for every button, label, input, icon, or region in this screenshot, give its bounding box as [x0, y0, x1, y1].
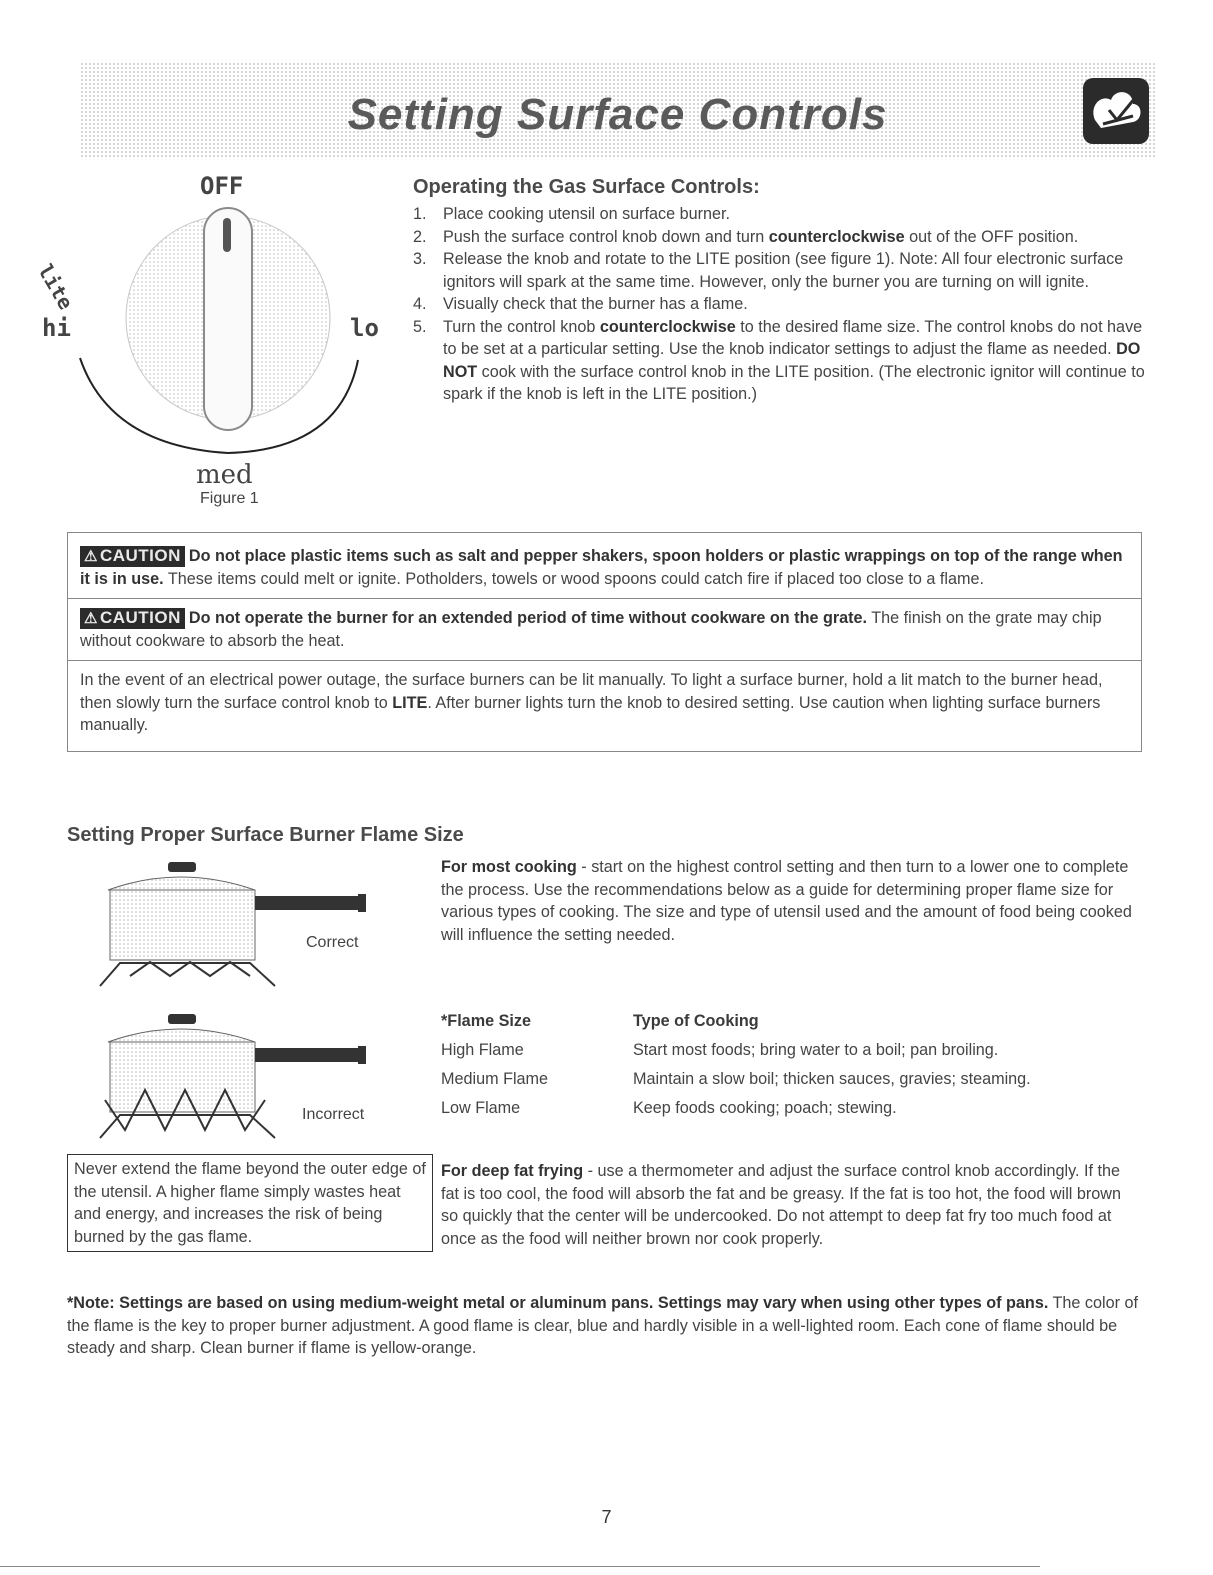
table-row: Medium Flame Maintain a slow boil; thicken sauces, gravies; steaming. [441, 1070, 1031, 1088]
page-number: 7 [601, 1507, 612, 1527]
note-paragraph: *Note: Settings are based on using medium-weight metal or aluminum pans. Settings may vary when using other types of pans. The color of the flame is the key to proper burner adjustment. A good flame is clear, blue and hardly visible in a well-lighted room. Each cone of flame should be steady and sharp. Clean burner if flame is yellow-orange. [67, 1294, 1139, 1357]
list-item: 2. Push the surface control knob down and turn counterclockwise out of the OFF position. [413, 227, 1079, 246]
caution-boxes [67, 532, 1142, 752]
page-title: Setting Surface Controls [347, 90, 888, 139]
power-outage-box: In the event of an electrical power outage, the surface burners can be lit manually. To light a surface burner, hold a lit match to the burner head, then slowly turn the surface control knob to LITE. After burner lights turn the knob to desired setting. Use caution when lighting surface burners manually. [67, 661, 1142, 752]
knob-label-lite: lite [33, 260, 79, 314]
caution-badge: ⚠ CAUTION [80, 608, 185, 629]
caution-box: ⚠ CAUTION Do not place plastic items such as salt and pepper shakers, spoon holders or plastic wrappings on top of the range when it is in use. These items could melt or ignite. Potholders, towels or wood spoons could catch fire if placed too close to a flame. [67, 532, 1142, 599]
header-banner [80, 62, 1155, 158]
knob-label-hi: hi [42, 314, 71, 342]
column-header: Type of Cooking [633, 1012, 759, 1030]
knob-figure [33, 168, 379, 518]
list-item: 4. Visually check that the burner has a flame. [413, 295, 748, 313]
column-header: *Flame Size [441, 1012, 531, 1030]
pot-illustration-correct [90, 858, 390, 993]
warning-icon: ⚠ [84, 610, 98, 627]
flame-table [441, 1012, 1031, 1128]
list-item: 3. Release the knob and rotate to the LITE position (see figure 1). Note: All four electronic surface ignitors will spark at the same time. However, only the burner you are turning on will ignite. [413, 250, 1124, 291]
operating-heading: Operating the Gas Surface Controls: [413, 176, 760, 198]
figure-caption: Figure 1 [200, 490, 259, 507]
flame-table-wrap [441, 1012, 1031, 1128]
flame-heading: Setting Proper Surface Burner Flame Size [67, 824, 464, 846]
never-extend-box: Never extend the flame beyond the outer edge of the utensil. A higher flame simply wastes heat and energy, and increases the risk of being burned by the gas flame. [67, 1154, 433, 1252]
pot-illustration-incorrect [90, 1010, 390, 1145]
chef-hat-icon [1081, 76, 1151, 146]
list-item: 5. Turn the control knob counterclockwise to the desired flame size. The control knobs do not have to be set at a particular setting. Use the knob indicator settings to adjust the flame as needed. DO NOT cook with the surface control knob in the LITE position. (The electronic ignitor will continue to spark if the knob is left in the LITE position.) [413, 317, 1145, 403]
table-row: High Flame Start most foods; bring water to a boil; pan broiling. [441, 1041, 999, 1059]
knob-label-med: med [196, 460, 253, 490]
deep-fat-paragraph: For deep fat frying - use a thermometer and adjust the surface control knob accordingly. If the fat is too cool, the food will absorb the fat and be greasy. If the fat is too hot, the food will brown so quickly that the center will be undercooked. Do not attempt to deep fat fry too much food at once as the food will neither brown nor cook properly. [441, 1162, 1121, 1248]
most-cooking-paragraph: For most cooking - start on the highest control setting and then turn to a lower one to complete the process. Use the recommendations below as a guide for determining proper flame size for various types of cooking. The size and type of utensil used and the amount of food being cooked will influence the setting needed. [441, 858, 1132, 944]
warning-icon: ⚠ [84, 548, 98, 565]
table-row: Low Flame Keep foods cooking; poach; stewing. [441, 1099, 897, 1117]
list-item: 1. Place cooking utensil on surface burner. [413, 205, 731, 223]
pot-label-incorrect: Incorrect [302, 1106, 365, 1123]
knob-label-off: OFF [200, 172, 244, 200]
bottom-rule [0, 1566, 1040, 1567]
knob-label-lo: lo [350, 314, 379, 342]
operating-section [413, 176, 1153, 406]
table-header-row [441, 1012, 1031, 1041]
caution-badge: ⚠ CAUTION [80, 546, 185, 567]
pot-label-correct: Correct [306, 934, 359, 951]
operating-steps [413, 203, 1153, 406]
caution-box: ⚠ CAUTION Do not operate the burner for an extended period of time without cookware on the grate. The finish on the grate may chip without cookware to absorb the heat. [67, 599, 1142, 661]
